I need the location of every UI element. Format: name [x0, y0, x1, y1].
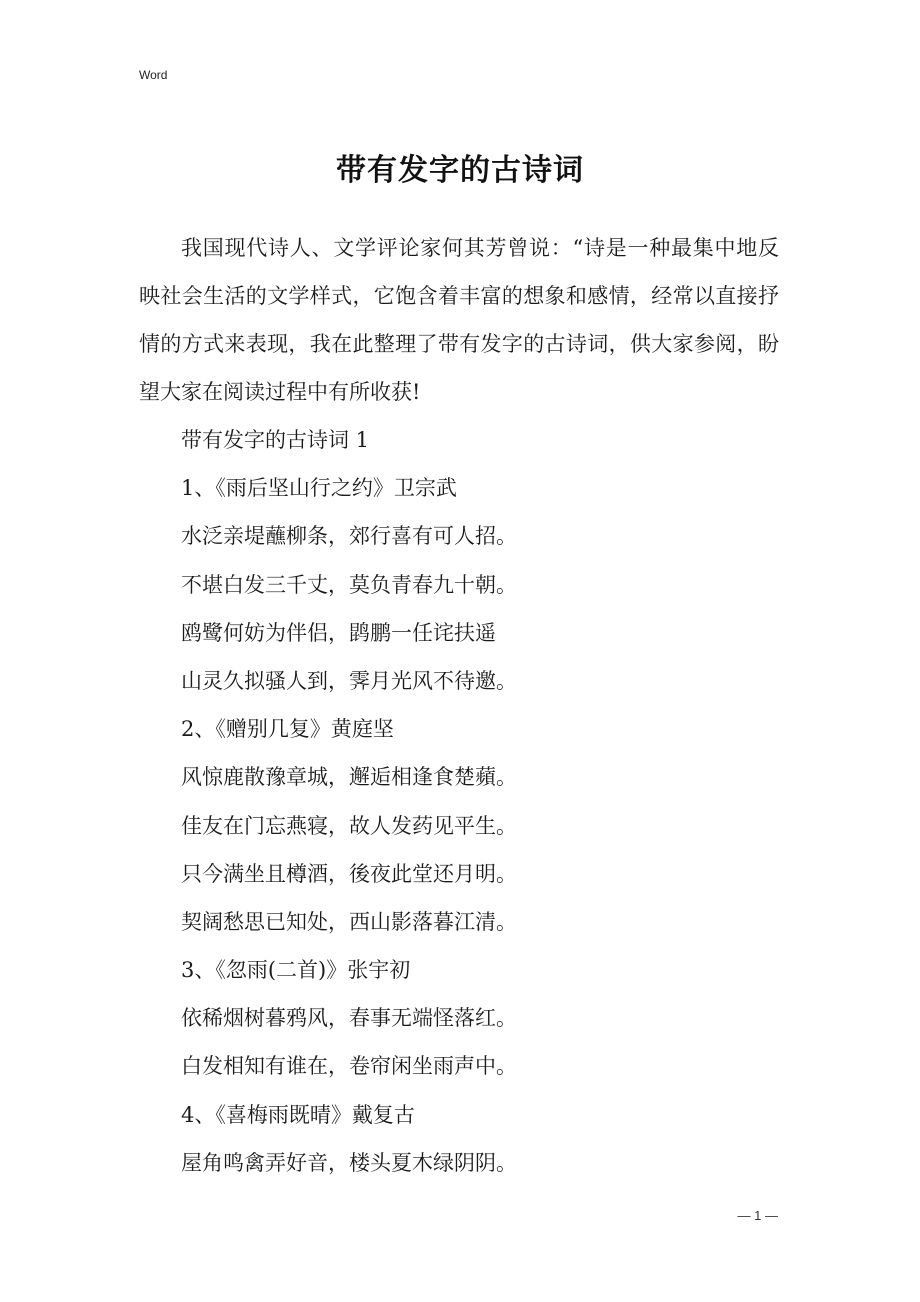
- poem-line: 风惊鹿散豫章城，邂逅相逢食楚蘋。: [181, 765, 517, 790]
- poem-title: 1、《雨后坚山行之约》卫宗武: [181, 476, 457, 501]
- poem-line: 鸥鹭何妨为伴侣，鹍鹏一任诧扶遥: [181, 620, 496, 645]
- intro-paragraph: 我国现代诗人、文学评论家何其芳曾说：“诗是一种最集中地反映社会生活的文学样式，它饱含着丰富的想象和感情，经常以直接抒情的方式来表现，我在此整理了带有发字的古诗词，供大家参阅，盼望大家在阅读过程中有所收获!: [139, 236, 779, 404]
- header-label: Word: [139, 68, 168, 82]
- poem-list: [181, 416, 781, 1187]
- poem-line: 不堪白发三千丈，莫负青春九十朝。: [181, 572, 517, 597]
- page-number: — 1 —: [737, 1208, 778, 1223]
- poem-line: 白发相知有谁在，卷帘闲坐雨声中。: [181, 1054, 517, 1079]
- poem-line: 佳友在门忘燕寝，故人发药见平生。: [181, 813, 517, 838]
- poem-line: 水泛亲堤蘸柳条，郊行喜有可人招。: [181, 524, 517, 549]
- poem-title: 2、《赠别几复》黄庭坚: [181, 717, 394, 742]
- poem-line: 契阔愁思已知处，西山影落暮江清。: [181, 909, 517, 934]
- poem-line: 只今满坐且樽酒，後夜此堂还月明。: [181, 861, 517, 886]
- poem-title: 3、《忽雨(二首)》张宇初: [181, 958, 411, 983]
- poem-title: 4、《喜梅雨既晴》戴复古: [181, 1102, 415, 1127]
- poem-line: 屋角鸣禽弄好音，楼头夏木绿阴阴。: [181, 1150, 517, 1175]
- document-title: 带有发字的古诗词: [336, 153, 584, 188]
- poem-line: 依稀烟树暮鸦风，春事无端怪落红。: [181, 1006, 517, 1031]
- poem-line: 山灵久拟骚人到，霁月光风不待邀。: [181, 668, 517, 693]
- section-heading: 带有发字的古诗词 1: [181, 428, 370, 452]
